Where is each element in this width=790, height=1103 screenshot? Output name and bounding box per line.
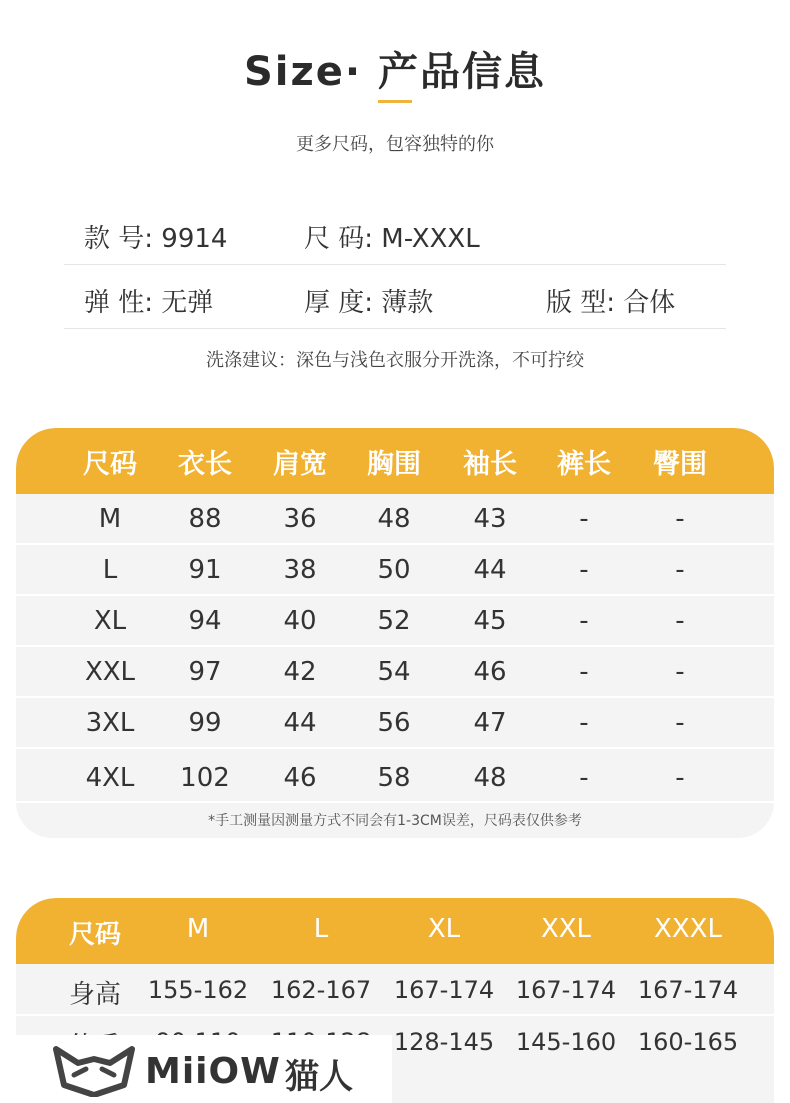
table-row — [16, 647, 774, 698]
wash-instructions: 洗涤建议：深色与浅色衣服分开洗涤，不可拧绞 — [206, 350, 584, 371]
brand-logo — [0, 1035, 392, 1103]
cell-size: L — [102, 555, 118, 585]
cell-shoulder: 46 — [283, 763, 317, 793]
cell-sleeve: 47 — [473, 708, 507, 738]
cell-length: 102 — [180, 763, 230, 793]
header-size: 尺码 — [83, 449, 137, 480]
cell-size: 3XL — [85, 708, 135, 738]
header-length: 衣长 — [178, 449, 232, 480]
cat-logo-icon — [52, 1045, 136, 1097]
cell-length: 91 — [188, 555, 222, 585]
cell-chest: 48 — [377, 504, 411, 534]
cell-size: XXL — [84, 657, 136, 687]
cell-pants-length: - — [579, 555, 589, 585]
cell-size: 4XL — [85, 763, 135, 793]
cell-pants-length: - — [579, 657, 589, 687]
cell-length: 99 — [188, 708, 222, 738]
cell-hip: - — [675, 606, 685, 636]
cell-sleeve: 45 — [473, 606, 507, 636]
cell-shoulder: 42 — [283, 657, 317, 687]
brand-name-cn: 猫人 — [285, 1057, 353, 1097]
header-size: 尺码 — [68, 920, 121, 950]
cell-pants-length: - — [579, 606, 589, 636]
cell-hip: - — [675, 504, 685, 534]
cell-hip: - — [675, 708, 685, 738]
cell-shoulder: 44 — [283, 708, 317, 738]
cell-height-xxl: 167-174 — [515, 976, 617, 1004]
thickness: 厚 度: 薄款 — [304, 288, 434, 318]
table-row — [16, 545, 774, 596]
cell-height-m: 155-162 — [147, 976, 249, 1004]
cell-weight-xl: 128-145 — [393, 1028, 495, 1056]
cell-size: XL — [93, 606, 127, 636]
cell-weight-xxl: 145-160 — [515, 1028, 617, 1056]
cell-chest: 54 — [377, 657, 411, 687]
cell-pants-length: - — [579, 708, 589, 738]
header-xxxl: XXXL — [654, 914, 722, 944]
brand-name: MiiOW — [145, 1051, 281, 1092]
fit-type: 版 型: 合体 — [546, 288, 676, 318]
cell-size: M — [98, 504, 122, 534]
cell-pants-length: - — [579, 763, 589, 793]
cell-length: 97 — [188, 657, 222, 687]
info-row-2 — [64, 266, 726, 329]
cell-sleeve: 43 — [473, 504, 507, 534]
cell-length: 94 — [188, 606, 222, 636]
size-table-header — [16, 428, 774, 494]
header-sleeve: 袖长 — [463, 449, 517, 480]
cell-height-xxxl: 167-174 — [637, 976, 739, 1004]
measurement-note: *手工测量因测量方式不同会有1-3CM误差，尺码表仅供参考 — [208, 813, 582, 829]
size-range: 尺 码: M-XXXL — [304, 224, 480, 254]
cell-hip: - — [675, 763, 685, 793]
cell-shoulder: 40 — [283, 606, 317, 636]
info-row-1 — [64, 202, 726, 265]
header-pants-length: 裤长 — [557, 449, 611, 480]
cell-sleeve: 48 — [473, 763, 507, 793]
cell-length: 88 — [188, 504, 222, 534]
header-xxl: XXL — [540, 914, 592, 944]
cell-chest: 58 — [377, 763, 411, 793]
header-l: L — [313, 914, 329, 944]
cell-shoulder: 36 — [283, 504, 317, 534]
page-title: Size· 产品信息 — [243, 49, 547, 95]
table-row — [16, 698, 774, 749]
row-label-height: 身高 — [68, 980, 121, 1010]
elasticity: 弹 性: 无弹 — [84, 288, 214, 318]
cell-hip: - — [675, 555, 685, 585]
style-number: 款 号: 9914 — [84, 224, 228, 254]
cell-chest: 50 — [377, 555, 411, 585]
header-chest: 胸围 — [367, 449, 421, 480]
fit-table-header — [16, 898, 774, 964]
cell-height-xl: 167-174 — [393, 976, 495, 1004]
table-row — [16, 749, 774, 803]
cell-chest: 56 — [377, 708, 411, 738]
cell-sleeve: 46 — [473, 657, 507, 687]
size-table — [16, 428, 774, 838]
cell-sleeve: 44 — [473, 555, 507, 585]
cell-pants-length: - — [579, 504, 589, 534]
table-row — [16, 596, 774, 647]
cell-height-l: 162-167 — [270, 976, 372, 1004]
cell-chest: 52 — [377, 606, 411, 636]
header-shoulder: 肩宽 — [273, 449, 327, 480]
page-subtitle: 更多尺码，包容独特的你 — [296, 134, 494, 155]
cell-shoulder: 38 — [283, 555, 317, 585]
table-row — [16, 494, 774, 545]
title-underline — [378, 100, 412, 103]
cell-hip: - — [675, 657, 685, 687]
header-m: M — [186, 914, 210, 944]
header-hip: 臀围 — [653, 449, 707, 480]
table-row — [16, 964, 774, 1016]
header-xl: XL — [427, 914, 461, 944]
cell-weight-xxxl: 160-165 — [637, 1028, 739, 1056]
